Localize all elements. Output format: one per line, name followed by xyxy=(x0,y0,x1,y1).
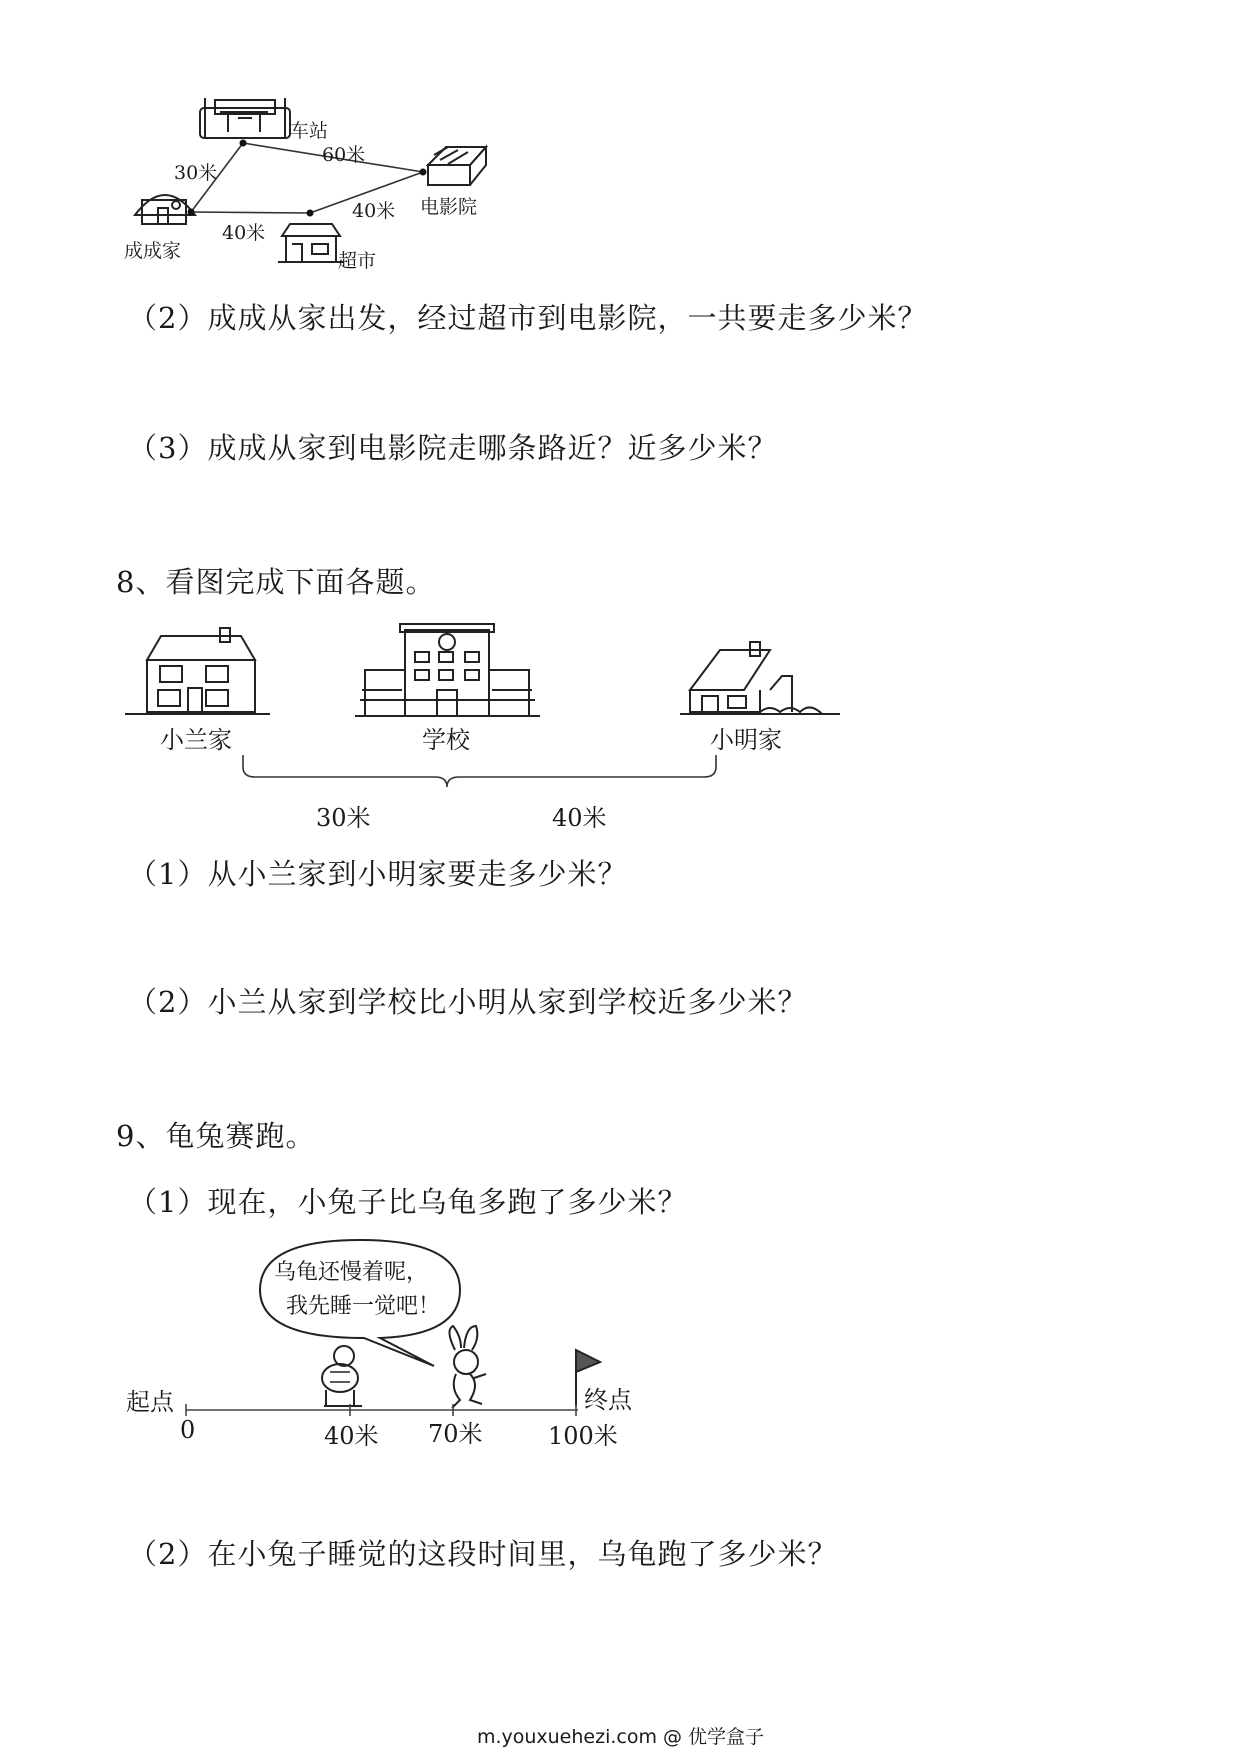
station-label: 车站 xyxy=(290,120,329,142)
home-label: 成成家 xyxy=(124,240,182,262)
tick-0-label: 0 xyxy=(180,1416,196,1444)
q8-title: 8、看图完成下面各题。 xyxy=(116,565,436,599)
cinema-label: 电影院 xyxy=(420,196,478,218)
tick-40-label: 40米 xyxy=(324,1422,379,1450)
speech-bubble-text xyxy=(274,1256,440,1324)
q9-part2: （2）在小兔子睡觉的这段时间里，乌龟跑了多少米？ xyxy=(128,1537,838,1571)
q9-part1: （1）现在，小兔子比乌龟多跑了多少米？ xyxy=(128,1185,688,1219)
distance-lan-school: 30米 xyxy=(316,804,371,832)
end-label: 终点 xyxy=(584,1386,632,1414)
rabbit-icon xyxy=(449,1326,486,1408)
q8-part1: （1）从小兰家到小明家要走多少米？ xyxy=(128,857,628,891)
distance-home-station: 30米 xyxy=(174,162,218,184)
turtle-icon xyxy=(322,1346,362,1406)
school-label: 学校 xyxy=(422,726,470,754)
lan-home-label: 小兰家 xyxy=(160,726,232,754)
ming-home-label: 小明家 xyxy=(710,726,782,754)
q7-part3: （3）成成从家到电影院走哪条路近？近多少米？ xyxy=(128,431,778,465)
tick-100-label: 100米 xyxy=(548,1422,618,1450)
start-label: 起点 xyxy=(126,1388,174,1416)
distance-home-market: 40米 xyxy=(222,222,266,244)
footer-watermark: m.youxuehezi.com @ 优学盒子 xyxy=(476,1726,765,1748)
market-label: 超市 xyxy=(338,250,377,272)
bubble-line-2: 我先睡一觉吧！ xyxy=(286,1294,441,1319)
q9-title: 9、龟兔赛跑。 xyxy=(116,1119,316,1153)
distance-market-cinema: 40米 xyxy=(352,200,396,222)
q8-part2: （2）小兰从家到学校比小明从家到学校近多少米？ xyxy=(128,985,808,1019)
tick-70-label: 70米 xyxy=(428,1420,483,1448)
bubble-line-1: 乌龟还慢着呢， xyxy=(274,1260,429,1285)
distance-school-ming: 40米 xyxy=(552,804,607,832)
distance-station-cinema: 60米 xyxy=(322,144,366,166)
q7-part2: （2）成成从家出发，经过超市到电影院，一共要走多少米？ xyxy=(128,301,928,335)
